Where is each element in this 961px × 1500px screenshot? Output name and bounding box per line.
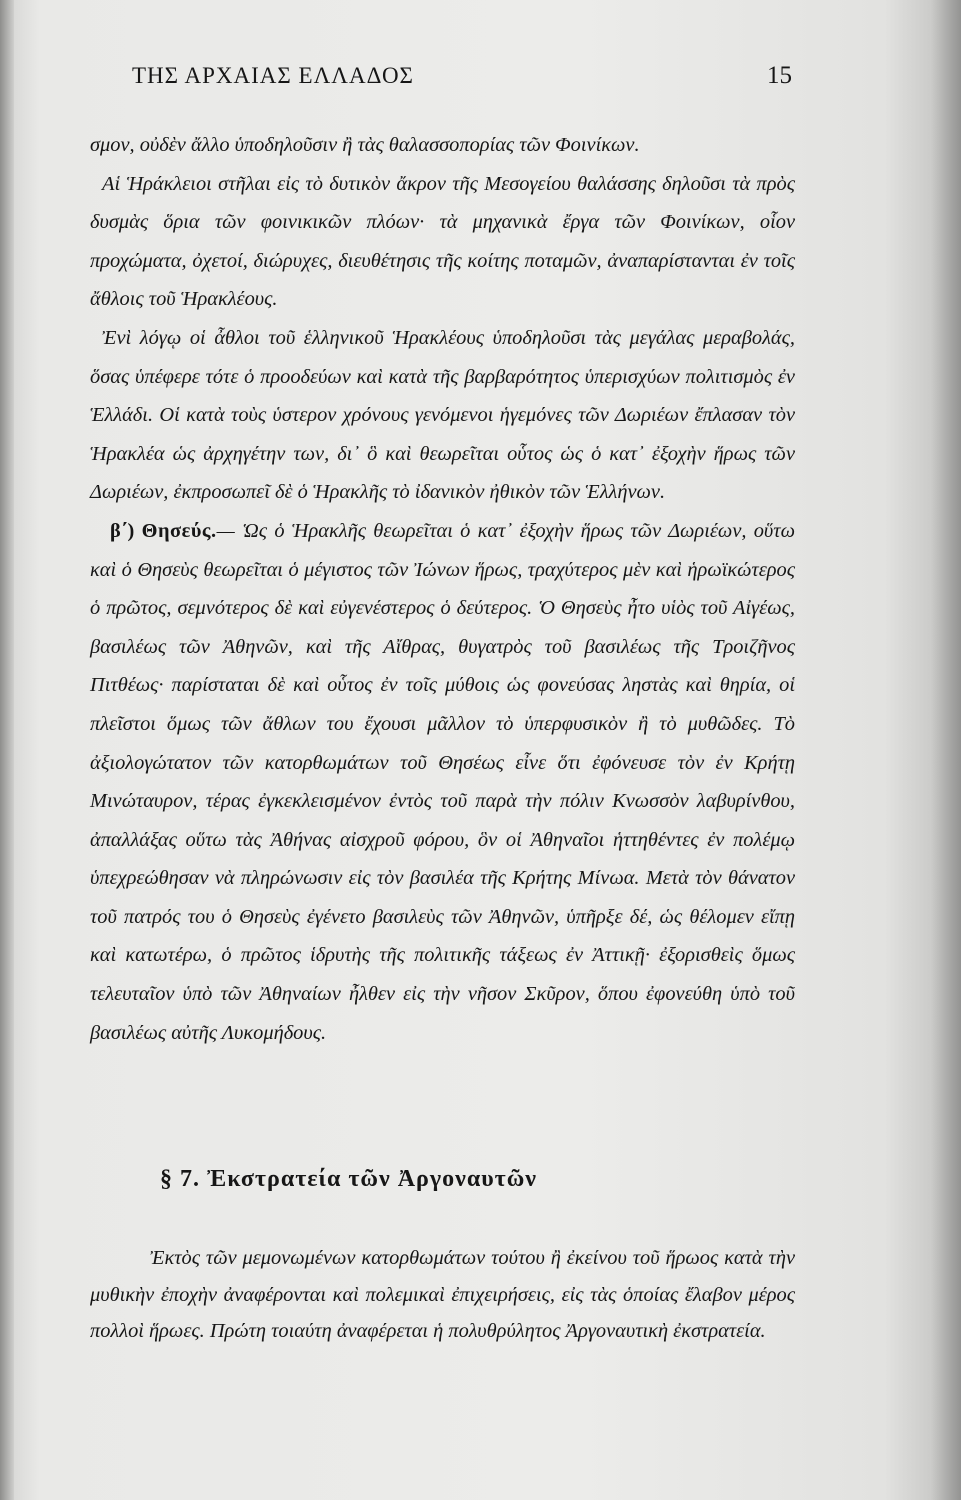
page-left-edge-shadow — [0, 0, 14, 1500]
section-paragraph: Ἐκτὸς τῶν μεμονωμένων κατορθωμάτων τούτου ἢ ἐκείνου τοῦ ἥρωος κατὰ τὴν μυθικὴν ἐποχὴν ἀναφέρονται καὶ πολεμικαὶ ἐπιχειρήσεις, εἰς τὰς ὁποίας ἔλαβον μέρος πολλοὶ ἥρωες. Πρώτη τοιαύτη ἀναφέρεται ἡ πολυθρύλητος Ἀργοναυτικὴ ἐκστρατεία. — [90, 1247, 795, 1342]
page-number: 15 — [767, 62, 792, 89]
body-text — [90, 126, 795, 1052]
page-right-edge-shadow — [931, 0, 961, 1500]
paragraph-3: Ἐνὶ λόγῳ οἱ ἆθλοι τοῦ ἑλληνικοῦ Ἡρακλέους ὑποδηλοῦσι τὰς μεγάλας μεραβολάς, ὅσας ὑπέφερε τότε ὁ προοδεύων καὶ κατὰ τῆς βαρβαρότητος ὑπερισχύων πολιτισμὸς ἐν Ἑλλάδι. Οἱ κατὰ τοὺς ὑστερον χρόνους γενόμενοι ἡγεμόνες τῶν Δωριέων ἔπλασαν τὸν Ἡρακλέα ὡς ἀρχηγέτην των, δι᾽ ὃ καὶ θεωρεῖται οὗτος ὡς ὁ κατ᾽ ἐξοχὴν ἥρως τῶν Δωριέων, ἐκπροσωπεῖ δὲ ὁ Ἡρακλῆς τὸ ἰδανικὸν ἠθικὸν τῶν Ἑλλήνων. — [90, 326, 795, 504]
section-heading: § 7. Ἐκστρατεία τῶν Ἀργοναυτῶν — [160, 1166, 538, 1192]
section-body — [90, 1240, 795, 1350]
theseus-subheading: Θησεύς. — [141, 519, 217, 542]
paragraph-1: σμον, οὐδὲν ἄλλο ὑποδηλοῦσιν ἢ τὰς θαλασσοπορίας τῶν Φοινίκων. — [90, 134, 640, 156]
paragraph-2: Αἱ Ἡράκλειοι στῆλαι εἰς τὸ δυτικὸν ἄκρον τῆς Μεσογείου θαλάσσης δηλοῦσι τὰ πρὸς δυσμὰς ὅρια τῶν φοινικικῶν πλόων· τὰ μηχανικὰ ἔργα τῶν Φοινίκων, οἷον προχώματα, ὀχετοί, διώρυχες, διευθέτησις τῆς κοίτης ποταμῶν, ἀναπαρίστανται ἐν τοῖς ἄθλοις τοῦ Ἡρακλέους. — [90, 172, 795, 311]
theseus-label: β΄) — [110, 519, 135, 542]
page-header — [132, 62, 792, 90]
running-head: ΤΗΣ ΑΡΧΑΙΑΣ ΕΛΛΑΔΟΣ — [132, 63, 414, 88]
theseus-paragraph — [90, 512, 795, 1052]
theseus-text: — Ὡς ὁ Ἡρακλῆς θεωρεῖται ὁ κατ᾽ ἐξοχὴν ἥρως τῶν Δωριέων, οὕτω καὶ ὁ Θησεὺς θεωρεῖται ὁ μέγιστος τῶν Ἰώνων ἥρως, τραχύτερος μὲν καὶ ἡρωϊκώτερος ὁ πρῶτος, σεμνότερος δὲ καὶ εὐγενέστερος ὁ δεύτερος. Ὁ Θησεὺς ἦτο υἱὸς τοῦ Αἰγέως, βασιλέως τῶν Ἀθηνῶν, καὶ τῆς Αἴθρας, θυγατρὸς τοῦ βασιλέως τῆς Τροιζῆνος Πιτθέως· παρίσταται δὲ καὶ οὗτος ἐν τοῖς μύθοις ὡς φονεύσας ληστὰς καὶ θηρία, οἱ πλεῖστοι ὅμως τῶν ἄθλων του ἔχουσι μᾶλλον τὸ ὑπερφυσικὸν ἢ τὸ μυθῶδες. Τὸ ἀξιολογώτατον τῶν κατορθωμάτων τοῦ Θησέως εἶνε ὅτι ἐφόνευσε τὸν ἐν Κρήτῃ Μινώταυρον, τέρας ἐγκεκλεισμένον ἐντὸς τοῦ παρὰ τὴν πόλιν Κνωσσὸν λαβυρίνθου, ἀπαλλάξας οὕτω τὰς Ἀθήνας αἰσχροῦ φόρου, ὃν οἱ Ἀθηναῖοι ἡττηθέντες ἐν πολέμῳ ὑπεχρεώθησαν νὰ πληρώνωσιν εἰς τὸν βασιλέα τῆς Κρήτης Μίνωα. Μετὰ τὸν θάνατον τοῦ πατρός του ὁ Θησεὺς ἐγένετο βασιλεὺς τῶν Ἀθηνῶν, ὑπῆρξε δέ, ὡς θέλομεν εἴπῃ καὶ κατωτέρω, ὁ πρῶτος ἱδρυτὴς τῆς πολιτικῆς τάξεως ἐν Ἀττικῇ· ἐξορισθεὶς ὅμως τελευταῖον ὑπὸ τῶν Ἀθηναίων ἦλθεν εἰς τὴν νῆσον Σκῦρον, ὅπου ἐφονεύθη ὑπὸ τοῦ βασιλέως αὐτῆς Λυκομήδους. — [90, 519, 795, 1044]
